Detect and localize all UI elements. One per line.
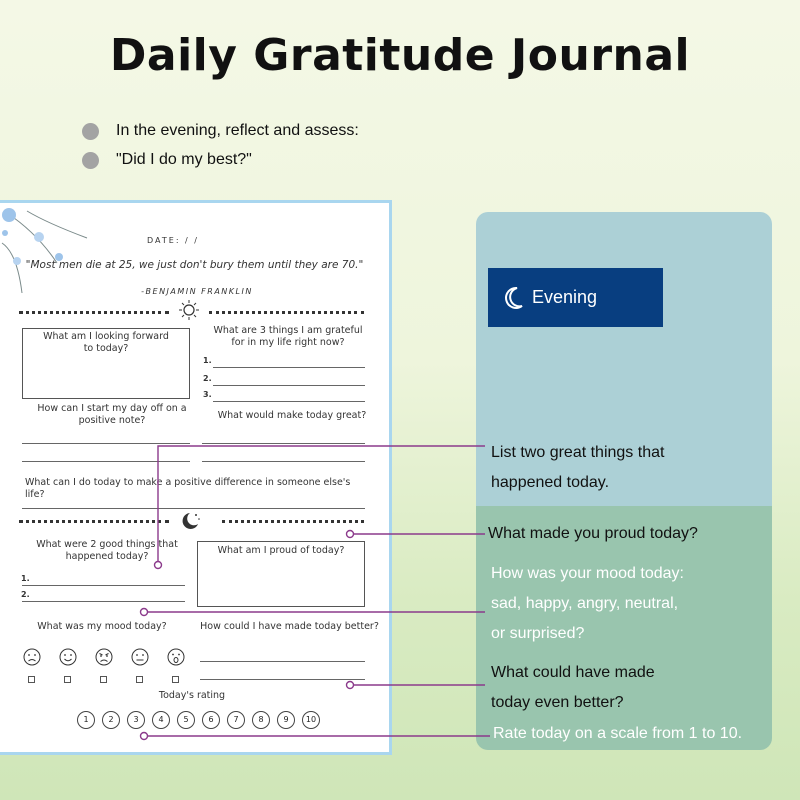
- answer-line[interactable]: [22, 601, 185, 602]
- callout-line: List two great things that: [491, 444, 665, 461]
- moon-icon: [504, 286, 524, 310]
- callout-line: or surprised?: [491, 625, 585, 642]
- section-divider: [19, 311, 169, 314]
- page-title: Daily Gratitude Journal: [109, 30, 691, 81]
- num-label: 1.: [21, 574, 30, 583]
- num-label: 2.: [203, 374, 212, 383]
- callout-line: today even better?: [491, 694, 624, 711]
- rating-3[interactable]: 3: [127, 711, 145, 729]
- q-line: to today?: [83, 343, 129, 354]
- q-forward: [27, 331, 185, 355]
- answer-line[interactable]: [213, 367, 365, 368]
- date-label: DATE: / /: [147, 236, 199, 245]
- rating-7[interactable]: 7: [227, 711, 245, 729]
- section-divider: [222, 520, 364, 523]
- bullet-text: "Did I do my best?": [116, 151, 252, 168]
- flower-decoration-icon: [0, 203, 97, 303]
- happy-face-icon: [59, 648, 77, 666]
- answer-line[interactable]: [213, 401, 365, 402]
- rating-9[interactable]: 9: [277, 711, 295, 729]
- mood-checkbox-surprised[interactable]: [172, 676, 179, 683]
- quote: "Most men die at 25, we just don't bury them until they are 70.": [25, 259, 364, 271]
- callout-line: What could have made: [491, 664, 655, 681]
- q-line: How can I start my day off on a: [37, 403, 187, 414]
- q-start: [27, 403, 197, 427]
- q-mood: What was my mood today?: [37, 621, 167, 632]
- bullet-text: In the evening, reflect and assess:: [116, 122, 359, 139]
- q-line: What were 2 good things that: [36, 539, 178, 550]
- rating-4[interactable]: 4: [152, 711, 170, 729]
- mood-checkbox-angry[interactable]: [100, 676, 107, 683]
- evening-label: Evening: [532, 287, 598, 307]
- evening-label-box: [488, 268, 663, 327]
- mood-checkbox-neutral[interactable]: [136, 676, 143, 683]
- q-great: What would make today great?: [217, 410, 367, 421]
- rating-10[interactable]: 10: [302, 711, 320, 729]
- rating-label: Today's rating: [158, 690, 226, 701]
- callout-line: sad, happy, angry, neutral,: [491, 595, 679, 612]
- q-line: What am I looking forward: [43, 331, 169, 342]
- q-better: How could I have made today better?: [200, 621, 379, 632]
- answer-line[interactable]: [22, 585, 185, 586]
- neutral-face-icon: [131, 648, 149, 666]
- q-grateful: [203, 325, 373, 349]
- bullet-item: [82, 122, 359, 140]
- section-divider: [19, 520, 169, 523]
- num-label: 2.: [21, 590, 30, 599]
- callout-great-things: [491, 438, 664, 498]
- mood-checkbox-sad[interactable]: [28, 676, 35, 683]
- answer-line[interactable]: [200, 679, 365, 680]
- sad-face-icon: [23, 648, 41, 666]
- answer-line[interactable]: [200, 661, 365, 662]
- angry-face-icon: [95, 648, 113, 666]
- callout-rate: Rate today on a scale from 1 to 10.: [493, 725, 743, 742]
- q-difference: What can I do today to make a positive difference in someone else's life?: [25, 477, 351, 500]
- callout-better: [491, 658, 655, 718]
- answer-line[interactable]: [22, 461, 190, 462]
- num-label: 3.: [203, 390, 212, 399]
- quote-author: -BENJAMIN FRANKLIN: [141, 287, 253, 296]
- answer-line[interactable]: [22, 508, 365, 509]
- bullet-dot-icon: [82, 123, 99, 140]
- q-proud: What am I proud of today?: [217, 545, 345, 556]
- q-line: happened today?: [65, 551, 149, 562]
- num-label: 1.: [203, 356, 212, 365]
- rating-5[interactable]: 5: [177, 711, 195, 729]
- section-divider: [209, 311, 364, 314]
- callout-line: How was your mood today:: [491, 565, 684, 582]
- rating-8[interactable]: 8: [252, 711, 270, 729]
- answer-line[interactable]: [202, 461, 365, 462]
- callout-proud: What made you proud today?: [488, 525, 698, 542]
- answer-line[interactable]: [22, 443, 190, 444]
- mood-checkbox-happy[interactable]: [64, 676, 71, 683]
- bullet-item: [82, 151, 252, 169]
- q-line: What are 3 things I am grateful: [213, 325, 363, 336]
- moon-stars-icon: [179, 510, 201, 532]
- callout-mood: [491, 559, 684, 649]
- rating-1[interactable]: 1: [77, 711, 95, 729]
- journal-page: [0, 200, 392, 755]
- q-good-things: [22, 539, 192, 563]
- callout-line: happened today.: [491, 474, 610, 491]
- sun-icon: [178, 299, 200, 321]
- surprised-face-icon: [167, 648, 185, 666]
- answer-line[interactable]: [202, 443, 365, 444]
- rating-2[interactable]: 2: [102, 711, 120, 729]
- rating-6[interactable]: 6: [202, 711, 220, 729]
- q-line: for in my life right now?: [231, 337, 345, 348]
- answer-line[interactable]: [213, 385, 365, 386]
- q-line: positive note?: [78, 415, 146, 426]
- bullet-dot-icon: [82, 152, 99, 169]
